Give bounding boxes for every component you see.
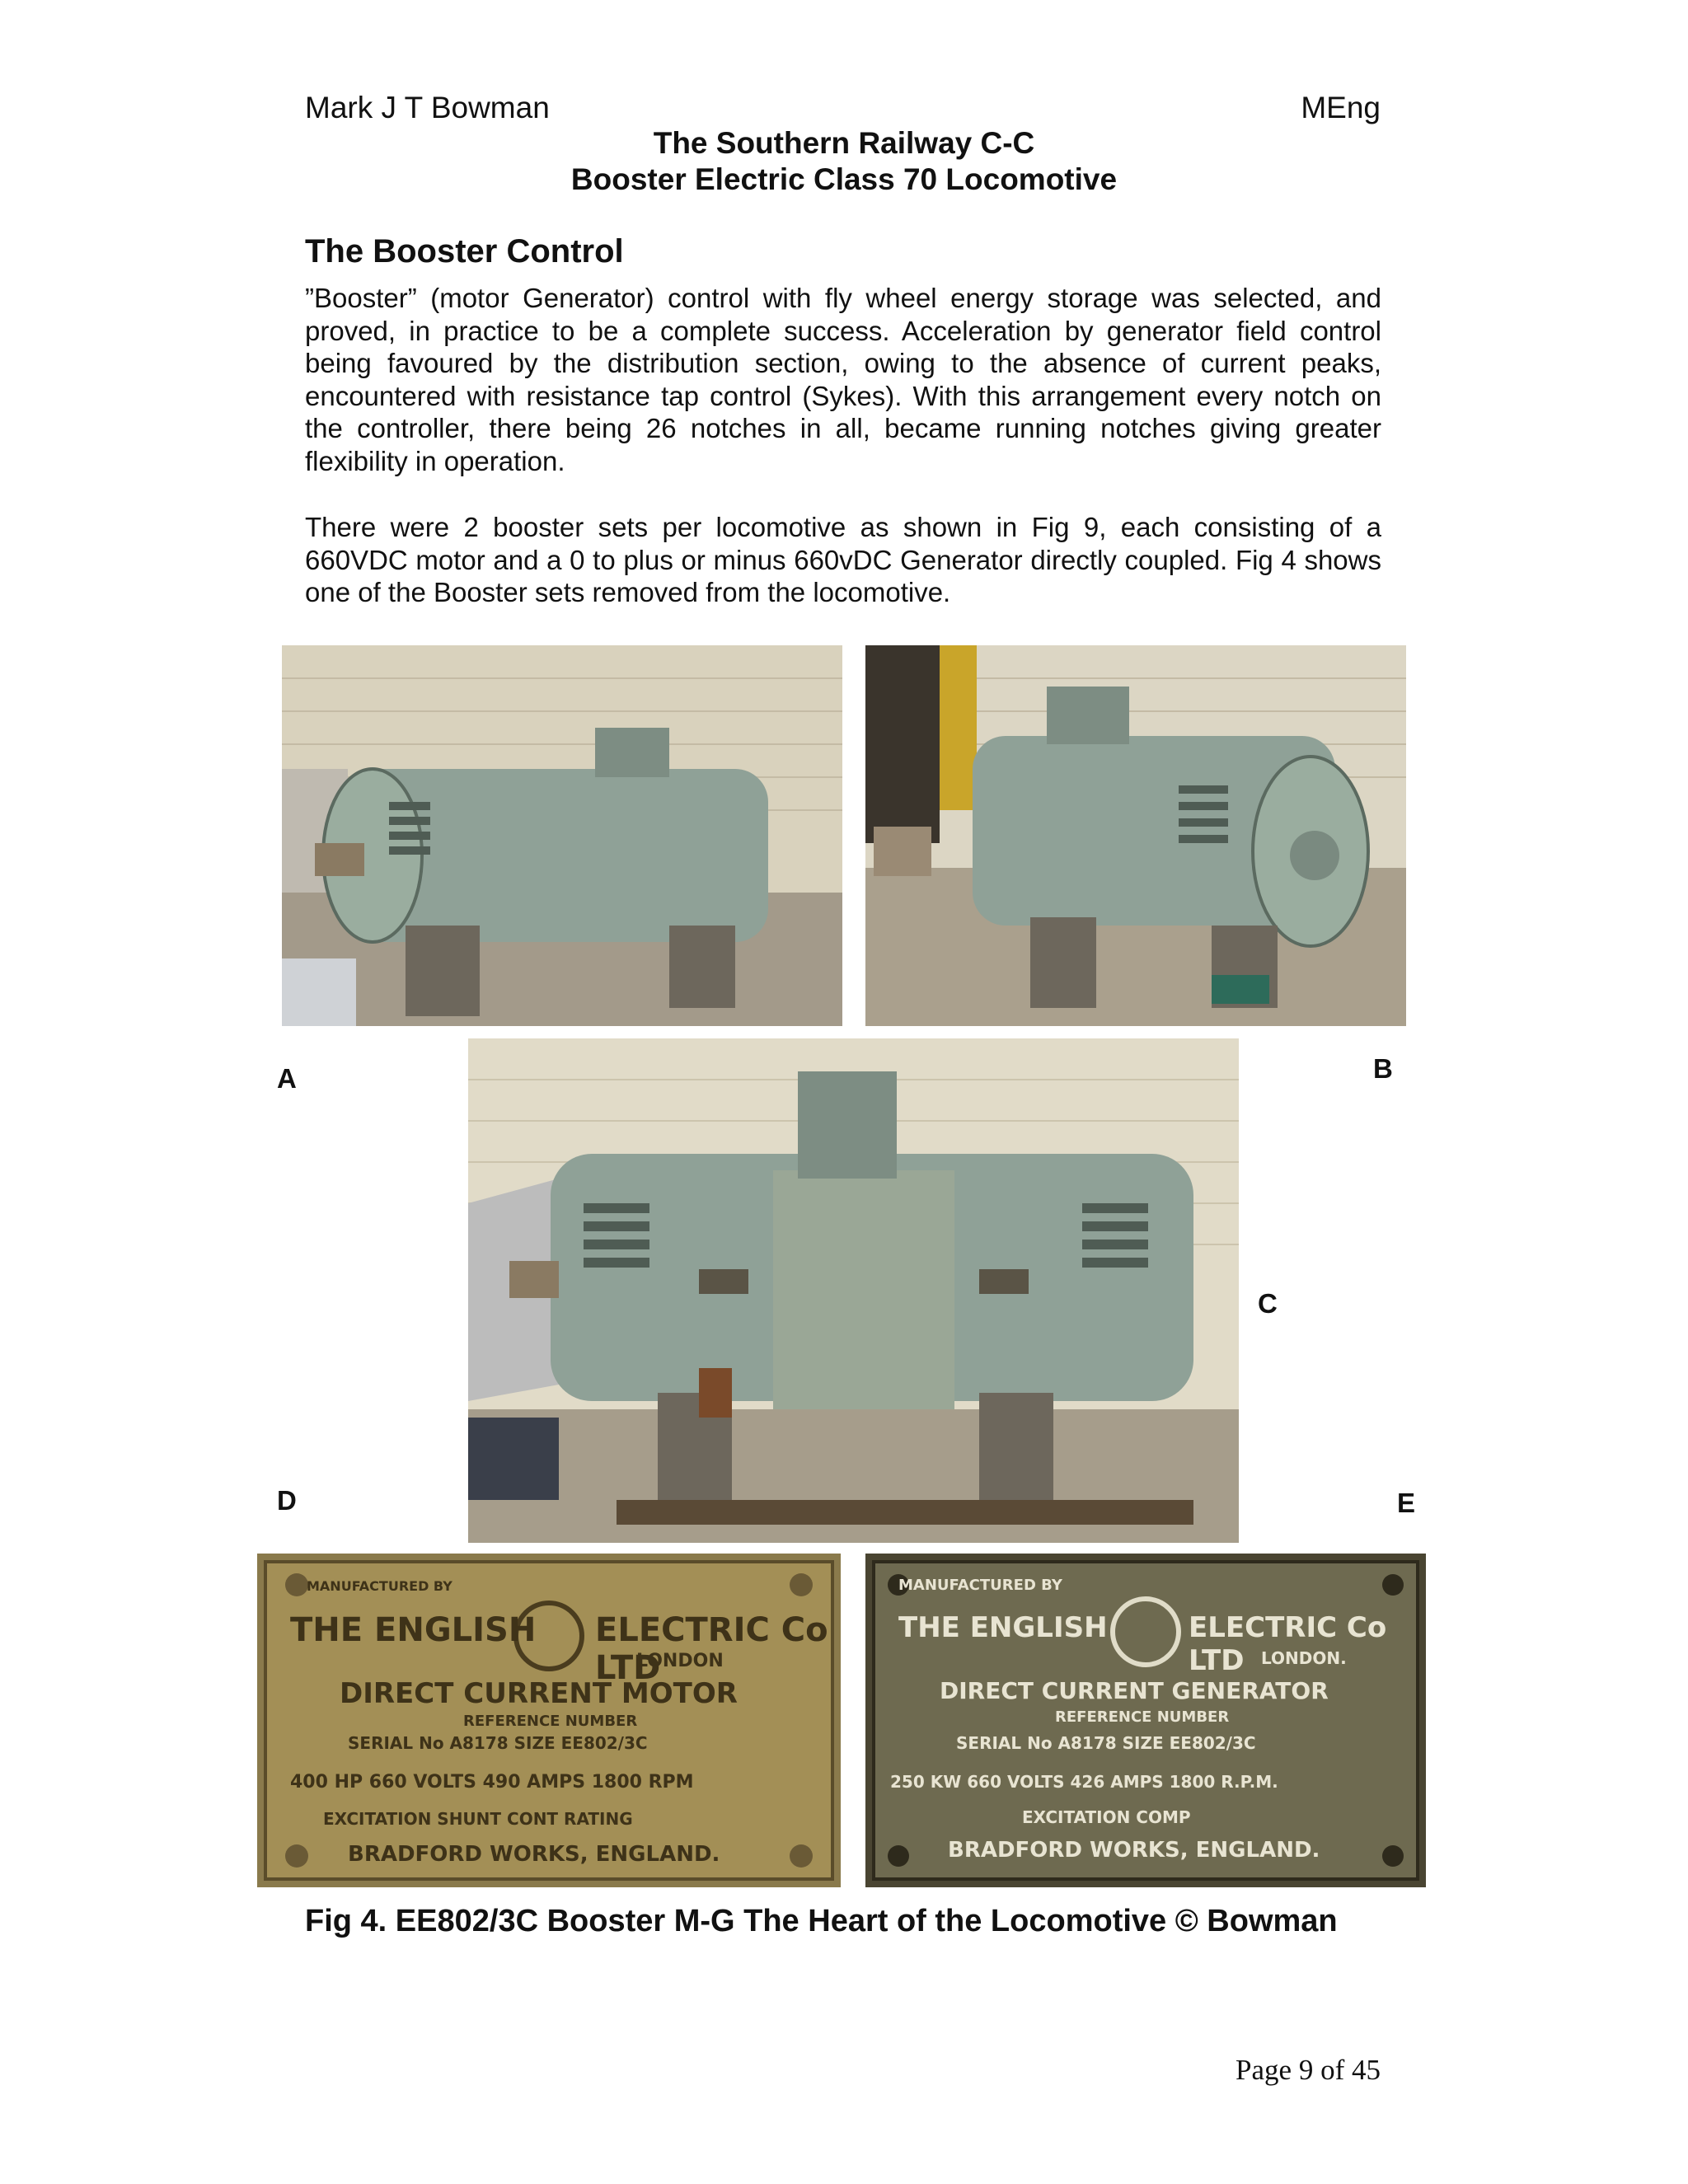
generator-plate-type: DIRECT CURRENT GENERATOR [940, 1677, 1329, 1704]
motor-plate-london: LONDON [636, 1651, 724, 1671]
degree: MEng [1301, 91, 1381, 124]
motor-plate-serial: SERIAL No A8178 SIZE EE802/3C [348, 1733, 648, 1753]
generator-plate-serial: SERIAL No A8178 SIZE EE802/3C [956, 1733, 1256, 1753]
paragraph-booster-sets: There were 2 booster sets per locomotive as shown in Fig 9, each consisting of a 660VDC motor and a 0 to plus or minus 660vDC Generator directly coupled. Fig 4 shows one of the Booster sets removed from the locomotive. [305, 512, 1381, 607]
motor-plate-works: BRADFORD WORKS, ENGLAND. [348, 1842, 720, 1867]
generator-plate-manufactured-by: MANUFACTURED BY [898, 1577, 1062, 1594]
generator-plate-rating: 250 KW 660 VOLTS 426 AMPS 1800 R.P.M. [890, 1772, 1278, 1792]
motor-plate-type: DIRECT CURRENT MOTOR [340, 1677, 738, 1710]
motor-plate-company-left: THE ENGLISH [290, 1611, 537, 1649]
motor-plate-reference: REFERENCE NUMBER [463, 1713, 638, 1730]
motor-plate-manufactured-by: MANUFACTURED BY [307, 1578, 452, 1594]
photo-booster-set-front-view [468, 1038, 1239, 1543]
page-number: Page 9 of 45 [1236, 2054, 1381, 2086]
photo-booster-set-left-view [282, 645, 842, 1026]
section-heading: The Booster Control [305, 233, 624, 269]
paragraph-booster-control: ”Booster” (motor Generator) control with fly wheel energy storage was selected, and proved, in practice to be a complete success. Acceleration by generator field control being favoured by the distribution section, owing to the absence of current peaks, encountered with resistance tap control (Sykes). With this arrangement every notch on the controller, there being 26 notches in all, became running notches giving greater flexibility in operation. [305, 283, 1381, 476]
figure-caption: Fig 4. EE802/3C Booster M-G The Heart of the Locomotive © Bowman [305, 1904, 1338, 1938]
motor-plate-rating: 400 HP 660 VOLTS 490 AMPS 1800 RPM [290, 1772, 694, 1793]
generator-plate-london: LONDON. [1261, 1648, 1347, 1668]
motor-plate-excitation: EXCITATION SHUNT CONT RATING [323, 1809, 633, 1829]
figure-label-a: A [277, 1063, 297, 1094]
generator-plate-excitation: EXCITATION COMP [1022, 1807, 1191, 1827]
motor-nameplate-photo [257, 1554, 841, 1887]
document-title-line2: Booster Electric Class 70 Locomotive [570, 162, 1118, 196]
figure-label-d: D [277, 1485, 297, 1516]
figure-label-c: C [1258, 1288, 1278, 1319]
figure-label-e: E [1397, 1488, 1416, 1518]
generator-nameplate-photo [865, 1554, 1426, 1887]
generator-plate-company-right: ELECTRIC Co LTD [1189, 1611, 1387, 1677]
generator-plate-company-left: THE ENGLISH [898, 1611, 1108, 1644]
author-name: Mark J T Bowman [305, 91, 550, 124]
figure-label-b: B [1373, 1053, 1393, 1084]
generator-plate-works: BRADFORD WORKS, ENGLAND. [948, 1838, 1320, 1863]
motor-plate-company-right: ELECTRIC Co LTD [595, 1611, 828, 1687]
photo-booster-set-right-view [865, 645, 1406, 1026]
generator-plate-reference: REFERENCE NUMBER [1055, 1708, 1230, 1726]
document-title-line1: The Southern Railway C-C [653, 126, 1035, 160]
